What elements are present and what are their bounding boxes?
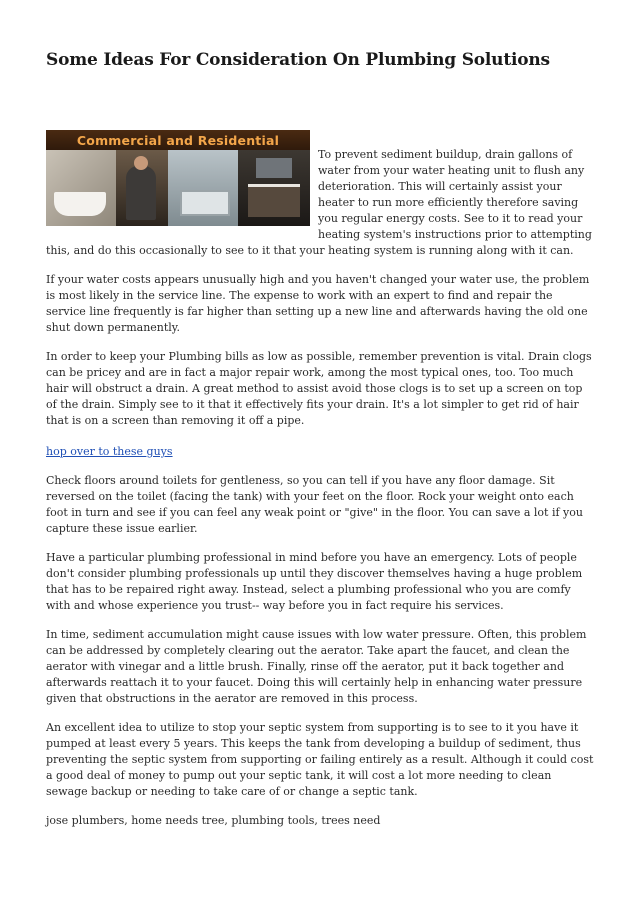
page-title: Some Ideas For Consideration On Plumbing Solutions: [46, 50, 550, 70]
figure-top-spacer: [46, 72, 594, 99]
image-banner: [46, 130, 310, 150]
plumbing-photo-collage-icon: [46, 130, 310, 226]
paragraph-7: An excellent idea to utilize to stop your septic system from supporting is to see to it you have it pumped at least every 5 years. This keeps the tank from developing a buildup of sediment, thus preventing the septic system from supporting or failing entirely as a result. Although it could cost a good deal of money to pump out your septic tank, it will cost a lot more needing to clean sewage backup or needing to take care of or change a septic tank.: [46, 721, 594, 798]
paragraph-6: In time, sediment accumulation might cause issues with low water pressure. Often, this problem can be addressed by completely clearing out the aerator. Take apart the faucet, and clean the aerator with vinegar and a little brush. Finally, rinse off the aerator, put it back together and afterwards reattach it to your faucet. Doing this will certainly help in enhancing water pressure given that obstructions in the aerator are removed in this process.: [46, 628, 587, 705]
paragraph-3: In order to keep your Plumbing bills as low as possible, remember prevention is vital. Drain clogs can be pricey and are in fact a major repair work, among the most typical ones, too. Too much hair will obstruct a drain. A great method to assist avoid those clogs is to set up a screen on top of the drain. Simply see to it that it effectively fits your drain. It's a lot simpler to get rid of hair that is on a screen than removing it off a pipe.: [46, 350, 592, 427]
document-page: [46, 48, 594, 842]
bathtub-photo: [46, 150, 116, 226]
paragraph-2: If your water costs appears unusually high and you haven't changed your water use, the problem is most likely in the service line. The expense to work with an expert to find and repair the service line frequently is far higher than setting up a new line and afterwards having the old one shut down permanently.: [46, 273, 590, 334]
plumber-photo: [116, 150, 168, 226]
kitchen-sink-photo: [168, 150, 238, 226]
banner-text: Commercial and Residential: [76, 132, 280, 148]
paragraph-5: Have a particular plumbing professional in mind before you have an emergency. Lots of people don't consider plumbing professionals up until they discover themselves having a huge problem that has to be repaired right away. Instead, select a plumbing professional who you are comfy with and whose experience you trust-- way before you in fact require his services.: [46, 551, 583, 612]
link-line: [46, 442, 594, 460]
paragraph-4: Check floors around toilets for gentleness, so you can tell if you have any floor damage. Sit reversed on the toilet (facing the tank) with your feet on the floor. Rock your weight onto each foot in turn and see if you can feel any weak point or "give" in the floor. You can save a lot if you capture these issue earlier.: [46, 474, 583, 535]
hop-over-link[interactable]: hop over to these guys: [46, 445, 173, 458]
paragraph-1: To prevent sediment buildup, drain gallons of water from your water heating unit to flush any deterioration. This will certainly assist your heater to run more efficiently therefore saving you regular energy costs. See to it to read your heating system's instructions prior to attempting this, and do this occasionally to see to it that your heating system is running along with it can.: [46, 148, 592, 257]
vanity-photo: [238, 150, 310, 226]
tags-line: jose plumbers, home needs tree, plumbing tools, trees need: [46, 814, 381, 827]
